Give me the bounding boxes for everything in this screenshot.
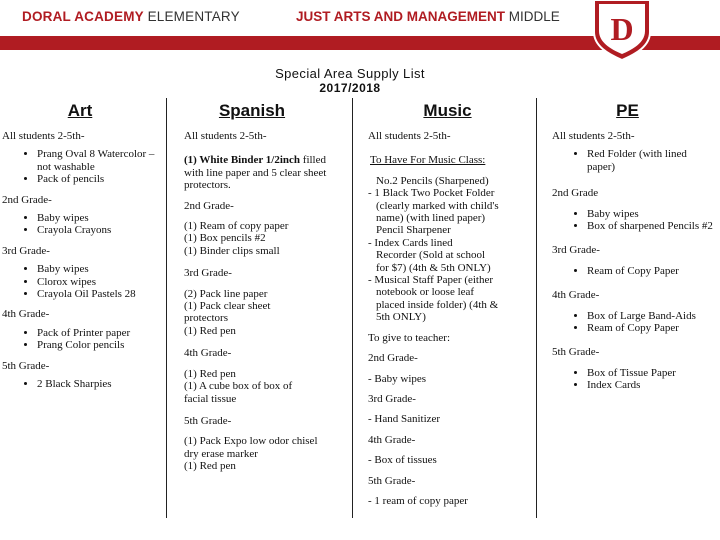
pe-heading: PE	[616, 101, 639, 120]
supply-line: - Box of tissues	[368, 454, 437, 467]
list-item: • Crayola Oil Pastels 28	[37, 288, 162, 300]
supply-line: name) (with lined paper)	[376, 212, 486, 225]
pe-intro: All students 2-5th-	[552, 130, 635, 142]
list-item: • Red Folder (with lined paper)	[587, 148, 717, 173]
art-intro: All students 2-5th-	[2, 130, 85, 142]
supply-line: Pencil Sharpener	[376, 224, 451, 237]
list-item: • Ream of Copy Paper	[587, 322, 717, 334]
list-item: • 2 Black Sharpies	[37, 378, 162, 390]
music-intro: All students 2-5th-	[368, 130, 451, 142]
grade-label: 3rd Grade-	[2, 244, 50, 257]
list-item: • Pack of pencils	[37, 173, 162, 185]
supply-line: (1) Red pen	[184, 367, 236, 380]
spanish-column	[184, 100, 344, 473]
supply-line: - Hand Sanitizer	[368, 413, 441, 426]
art-grade4-list	[2, 327, 162, 352]
binder-label: (1) White Binder 1/2inch	[184, 154, 301, 167]
supply-line: for $7) (4th & 5th ONLY)	[376, 261, 491, 274]
art-grade5-list	[2, 378, 162, 390]
grade-label: 2nd Grade	[552, 187, 599, 200]
list-item: • Baby wipes	[37, 212, 162, 224]
supply-line: Recorder (Sold at school	[376, 249, 486, 262]
supply-line: (1) A cube box of box of facial tissue	[184, 380, 293, 405]
column-divider	[536, 98, 537, 518]
grade-label: 3rd Grade-	[368, 392, 416, 405]
list-item: • Ream of Copy Paper	[587, 265, 717, 277]
art-heading: Art	[67, 101, 93, 120]
supply-line: (1) Red pen	[184, 324, 236, 337]
pe-grade3-list	[552, 265, 717, 277]
grade-label: 5th Grade-	[552, 346, 600, 359]
list-item: • Baby wipes	[37, 263, 162, 275]
grade-label: 4th Grade-	[368, 433, 416, 446]
pe-grade4-list	[552, 310, 717, 335]
page-title: Special Area Supply List	[275, 66, 425, 81]
list-item: • Prang Oval 8 Watercolor – not washable	[37, 148, 162, 173]
list-item: • Box of Tissue Paper	[587, 367, 717, 379]
list-item: • Pack of Printer paper	[37, 327, 162, 339]
grade-label: 4th Grade-	[184, 347, 232, 360]
svg-text:D: D	[610, 11, 634, 47]
spanish-intro: All students 2-5th-	[184, 130, 267, 142]
spanish-heading: Spanish	[218, 101, 286, 120]
pe-grade2-list	[552, 208, 717, 233]
grade-label: 5th Grade-	[368, 474, 416, 487]
supply-line: notebook or loose leaf	[376, 286, 475, 299]
school-crest-logo	[590, 0, 654, 60]
spanish-grade4-lines	[184, 368, 344, 405]
binder-detail: filled with line paper and 5 clear sheet protectors.	[184, 154, 327, 192]
grade-label: 3rd Grade-	[184, 267, 232, 280]
supply-line: (1) Pack Expo low odor chisel dry erase marker	[184, 435, 318, 460]
supply-line: (1) Box pencils #2	[184, 232, 266, 245]
supply-line: No.2 Pencils (Sharpened)	[376, 174, 489, 187]
grade-label: 4th Grade-	[2, 308, 50, 321]
supply-line: (1) Ream of copy paper	[184, 220, 289, 233]
list-item: • Baby wipes	[587, 208, 717, 220]
music-column	[368, 100, 533, 507]
list-item: • Crayola Crayons	[37, 224, 162, 236]
list-item: • Prang Color pencils	[37, 339, 162, 351]
art-grade3-list	[2, 263, 162, 300]
art-intro-list	[2, 148, 162, 185]
supply-line: 5th ONLY)	[376, 311, 426, 324]
supply-line: (clearly marked with child's	[376, 199, 499, 212]
grade-label: 3rd Grade-	[552, 244, 600, 257]
pe-column	[552, 100, 717, 400]
school-name-elementary: DORAL ACADEMY ELEMENTARY	[22, 9, 240, 24]
list-item: • Box of Large Band-Aids	[587, 310, 717, 322]
supply-line: - Index Cards lined	[368, 236, 453, 249]
pe-intro-list	[552, 148, 717, 173]
list-item: • Clorox wipes	[37, 276, 162, 288]
column-divider	[352, 98, 353, 518]
spanish-binder	[184, 154, 344, 191]
supply-line: placed inside folder) (4th &	[376, 298, 499, 311]
grade-label: 2nd Grade-	[2, 193, 52, 206]
column-divider	[166, 98, 167, 518]
school-name-middle: JUST ARTS AND MANAGEMENT MIDDLE	[296, 9, 560, 24]
grade-label: 5th Grade-	[2, 359, 50, 372]
supply-line: (1) Binder clips small	[184, 244, 280, 257]
supply-line: (1) Red pen	[184, 460, 236, 473]
supply-line: - Baby wipes	[368, 372, 427, 385]
supply-line: (1) Pack clear sheet protectors	[184, 300, 271, 325]
list-item: • Index Cards	[587, 379, 717, 391]
spanish-grade3-lines	[184, 288, 344, 338]
supply-line: - 1 Black Two Pocket Folder	[368, 187, 495, 200]
supply-line: - 1 ream of copy paper	[368, 494, 468, 507]
supply-line: - Musical Staff Paper (either	[368, 274, 494, 287]
music-class-lines	[368, 175, 533, 324]
grade-label: 5th Grade-	[184, 414, 232, 427]
spanish-grade2-lines	[184, 220, 344, 257]
pe-grade5-list	[552, 367, 717, 392]
grade-label: 2nd Grade-	[368, 352, 418, 365]
spanish-grade5-lines	[184, 435, 344, 472]
grade-label: 2nd Grade-	[184, 199, 234, 212]
music-teacher-heading: To give to teacher:	[368, 331, 451, 344]
music-heading: Music	[423, 101, 472, 120]
list-item: • Box of sharpened Pencils #2	[587, 220, 717, 232]
grade-label: 4th Grade-	[552, 289, 600, 302]
art-grade2-list	[2, 212, 162, 237]
school-year: 2017/2018	[319, 81, 381, 95]
music-class-heading: To Have For Music Class:	[370, 154, 486, 167]
art-column	[2, 100, 162, 399]
supply-line: (2) Pack line paper	[184, 287, 268, 300]
